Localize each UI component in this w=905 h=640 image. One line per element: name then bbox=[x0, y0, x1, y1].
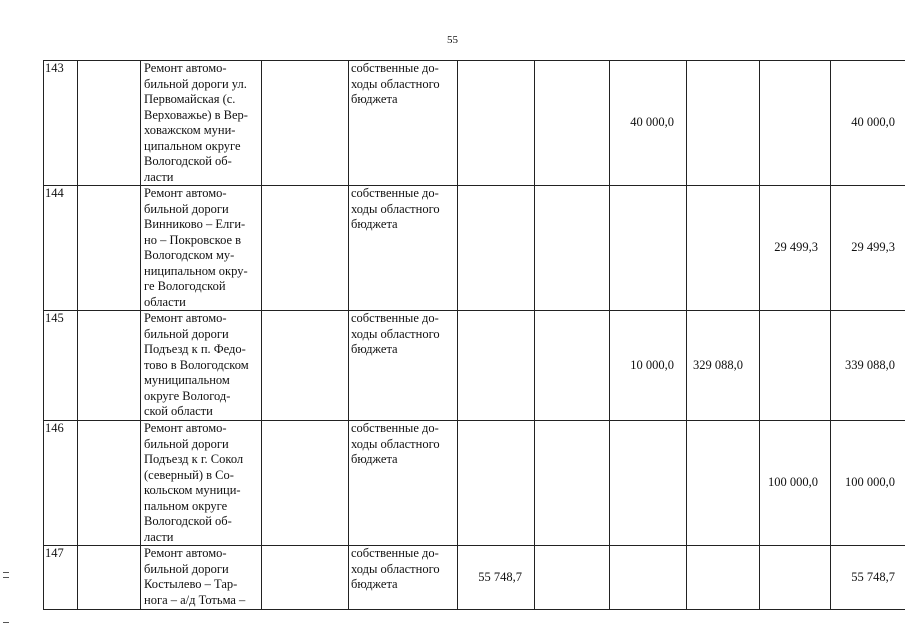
empty-cell bbox=[78, 311, 141, 421]
row-description-line: области bbox=[144, 294, 186, 309]
row-description-line: Вологодской об- bbox=[144, 514, 232, 528]
row-description-line: бильной дороги bbox=[144, 436, 229, 451]
amount-cell bbox=[760, 546, 831, 610]
budget-table bbox=[43, 60, 905, 610]
total-cell: 100 000,0 bbox=[831, 421, 905, 546]
total-cell: 339 088,0 bbox=[831, 311, 905, 421]
row-description-line: муниципальном bbox=[144, 373, 230, 387]
row-description bbox=[141, 546, 262, 610]
row-description-line: Костылево – Тар- bbox=[144, 577, 238, 591]
row-index: 146 bbox=[44, 421, 78, 546]
row-description-line: Подъезд к г. Сокол bbox=[144, 452, 244, 466]
row-description-line: пальном округе bbox=[144, 498, 228, 513]
row-description-line: Ремонт автомо- bbox=[144, 311, 227, 325]
amount-cell bbox=[610, 546, 687, 610]
empty-cell bbox=[262, 61, 349, 186]
page-number: 55 bbox=[447, 34, 458, 46]
amount-cell bbox=[687, 546, 760, 610]
amount-cell: 55 748,7 bbox=[458, 546, 535, 610]
row-index: 147 bbox=[44, 546, 78, 610]
row-description bbox=[141, 61, 262, 186]
amount-cell bbox=[535, 421, 610, 546]
row-description-line: Ремонт автомо- bbox=[144, 546, 227, 560]
amount-cell: 329 088,0 bbox=[687, 311, 760, 421]
amount-cell bbox=[535, 311, 610, 421]
row-funding-source-line: бюджета bbox=[351, 577, 398, 591]
row-funding-source-line: ходы областного bbox=[351, 76, 440, 91]
row-description-line: Вологодской об- bbox=[144, 154, 232, 168]
margin-mark bbox=[3, 577, 9, 578]
row-index: 145 bbox=[44, 311, 78, 421]
row-funding-source-line: собственные до- bbox=[351, 311, 439, 325]
row-description bbox=[141, 421, 262, 546]
empty-cell bbox=[262, 421, 349, 546]
amount-cell: 40 000,0 bbox=[610, 61, 687, 186]
row-description-line: ласти bbox=[144, 169, 174, 184]
margin-mark bbox=[3, 572, 9, 573]
amount-cell bbox=[535, 186, 610, 311]
row-description-line: бильной дороги bbox=[144, 201, 229, 216]
row-funding-source-line: собственные до- bbox=[351, 546, 439, 560]
row-funding-source-line: бюджета bbox=[351, 452, 398, 466]
empty-cell bbox=[262, 546, 349, 610]
table-row bbox=[44, 61, 905, 186]
row-description-line: Верховажье) в Вер- bbox=[144, 107, 248, 122]
row-description-line: кольском муници- bbox=[144, 483, 241, 497]
row-description-line: Ремонт автомо- bbox=[144, 61, 227, 75]
amount-cell bbox=[535, 546, 610, 610]
amount-cell bbox=[687, 186, 760, 311]
amount-cell bbox=[458, 61, 535, 186]
amount-cell bbox=[458, 186, 535, 311]
amount-cell bbox=[687, 61, 760, 186]
row-index: 143 bbox=[44, 61, 78, 186]
row-funding-source-line: собственные до- bbox=[351, 186, 439, 200]
row-description-line: Вологодском му- bbox=[144, 248, 235, 262]
empty-cell bbox=[78, 546, 141, 610]
amount-cell: 10 000,0 bbox=[610, 311, 687, 421]
empty-cell bbox=[78, 421, 141, 546]
row-description-line: ниципальном окру- bbox=[144, 263, 248, 278]
row-funding-source bbox=[349, 61, 458, 186]
row-funding-source-line: бюджета bbox=[351, 217, 398, 231]
total-cell: 29 499,3 bbox=[831, 186, 905, 311]
row-description-line: Ремонт автомо- bbox=[144, 186, 227, 200]
row-funding-source bbox=[349, 186, 458, 311]
amount-cell bbox=[760, 311, 831, 421]
amount-cell bbox=[535, 61, 610, 186]
row-description-line: бильной дороги bbox=[144, 561, 229, 576]
amount-cell bbox=[687, 421, 760, 546]
row-description-line: Ремонт автомо- bbox=[144, 421, 227, 435]
row-description-line: тово в Вологодском bbox=[144, 357, 249, 372]
row-description-line: нога – а/д Тотьма – bbox=[144, 592, 246, 607]
row-description-line: округе Вологод- bbox=[144, 388, 231, 403]
total-cell: 40 000,0 bbox=[831, 61, 905, 186]
row-funding-source-line: ходы областного bbox=[351, 201, 440, 216]
row-description-line: ласти bbox=[144, 529, 174, 544]
row-funding-source-line: собственные до- bbox=[351, 61, 439, 75]
amount-cell: 29 499,3 bbox=[760, 186, 831, 311]
empty-cell bbox=[78, 61, 141, 186]
row-funding-source-line: ходы областного bbox=[351, 436, 440, 451]
empty-cell bbox=[78, 186, 141, 311]
row-funding-source-line: ходы областного bbox=[351, 561, 440, 576]
row-description-line: ской области bbox=[144, 404, 213, 418]
row-description-line: Подъезд к п. Федо- bbox=[144, 342, 246, 356]
row-funding-source-line: бюджета bbox=[351, 92, 398, 106]
row-funding-source-line: ходы областного bbox=[351, 326, 440, 341]
amount-cell bbox=[610, 186, 687, 311]
margin-mark bbox=[3, 622, 9, 623]
table-row bbox=[44, 186, 905, 311]
row-index: 144 bbox=[44, 186, 78, 311]
row-description-line: ципальном округе bbox=[144, 138, 241, 153]
amount-cell bbox=[760, 61, 831, 186]
row-description-line: Винниково – Елги- bbox=[144, 217, 246, 231]
row-funding-source bbox=[349, 311, 458, 421]
row-description-line: Первомайская (с. bbox=[144, 92, 236, 106]
row-description bbox=[141, 311, 262, 421]
row-description-line: бильной дороги bbox=[144, 326, 229, 341]
row-description bbox=[141, 186, 262, 311]
row-description-line: ховажском муни- bbox=[144, 123, 236, 137]
table-row bbox=[44, 311, 905, 421]
row-funding-source bbox=[349, 546, 458, 610]
row-funding-source bbox=[349, 421, 458, 546]
row-description-line: (северный) в Со- bbox=[144, 467, 234, 482]
table-row bbox=[44, 421, 905, 546]
total-cell: 55 748,7 bbox=[831, 546, 905, 610]
row-description-line: бильной дороги ул. bbox=[144, 76, 247, 91]
row-description-line: но – Покровское в bbox=[144, 232, 242, 247]
row-funding-source-line: собственные до- bbox=[351, 421, 439, 435]
amount-cell bbox=[458, 421, 535, 546]
amount-cell bbox=[458, 311, 535, 421]
row-funding-source-line: бюджета bbox=[351, 342, 398, 356]
empty-cell bbox=[262, 311, 349, 421]
table-body bbox=[44, 61, 905, 610]
amount-cell: 100 000,0 bbox=[760, 421, 831, 546]
empty-cell bbox=[262, 186, 349, 311]
amount-cell bbox=[610, 421, 687, 546]
row-description-line: ге Вологодской bbox=[144, 279, 226, 293]
table-row bbox=[44, 546, 905, 610]
